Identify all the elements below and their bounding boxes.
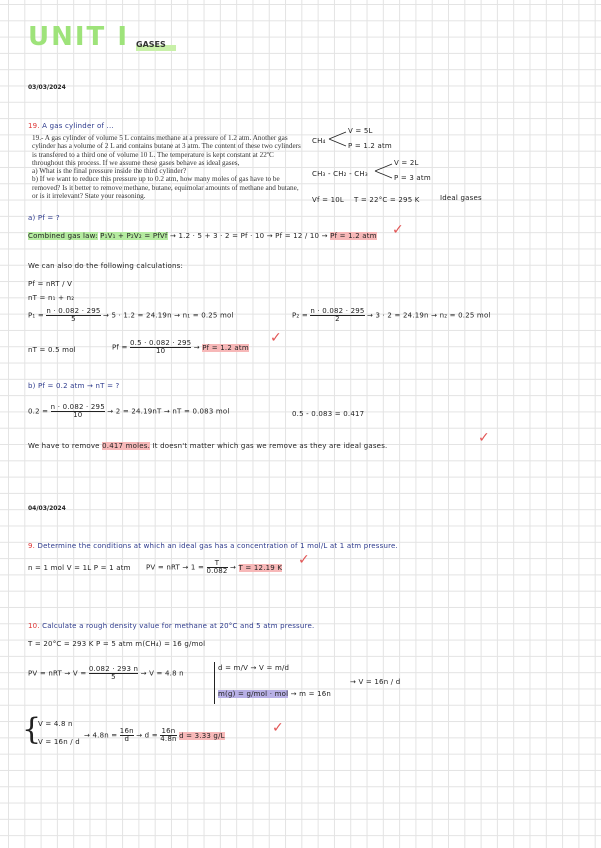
ideal-gases-note: Ideal gases	[440, 194, 482, 202]
combined-equation: P₁V₁ + P₂V₂ = PfVf	[100, 232, 168, 240]
combined-label: Combined gas law:	[28, 232, 98, 240]
sys-fraction-1	[120, 728, 134, 743]
methane-volume: V = 5L	[348, 127, 373, 135]
density-result: d = 3.33 g/L	[179, 731, 225, 740]
density-box-line	[214, 662, 215, 704]
p1-rest: → 5 · 1.2 = 24.19n → n₁ = 0.25 mol	[102, 311, 234, 320]
mass-formula-rest: → m = 16n	[290, 690, 332, 698]
checkmark-icon: ✓	[270, 330, 282, 346]
p9-result: T = 12.19 K	[238, 563, 283, 572]
p2-equation	[292, 308, 491, 323]
branch-arrow-methane	[328, 129, 348, 149]
p9-arrow: →	[229, 563, 237, 572]
p1-fraction	[46, 308, 100, 323]
pf-formula: Pf = nRT / V	[28, 280, 73, 288]
methane-pressure: P = 1.2 atm	[348, 142, 392, 150]
p1-equation	[28, 308, 234, 323]
system-eq-2: V = 16n / d	[38, 738, 80, 746]
combined-gas-law-line	[28, 232, 377, 240]
problem-9-equation	[146, 560, 282, 575]
remove-pre: We have to remove	[28, 442, 100, 450]
problem-10-heading	[28, 622, 314, 630]
p1-numerator: n · 0.082 · 295	[46, 307, 101, 315]
problem-title: Calculate a rough density value for methane at 20°C and 5 atm pressure.	[42, 622, 315, 630]
problem-title: A gas cylinder of ...	[42, 122, 114, 130]
remove-moles-text	[28, 442, 387, 450]
mass-formula-highlight: m(g) = g/mol · mol	[218, 690, 289, 698]
problem-19-statement	[32, 134, 304, 200]
checkmark-icon: ✓	[392, 222, 404, 238]
p1-label: P₁ =	[28, 311, 44, 320]
pf2-denominator: 10	[156, 347, 166, 355]
sys-frac2-denominator: 4.8n	[160, 735, 177, 743]
density-box-line-1: d = m/V → V = m/d	[218, 664, 290, 672]
p2-label: P₂ =	[292, 311, 308, 320]
pv-rest: → V = 4.8 n	[140, 669, 184, 678]
sys-rest-2: → d =	[136, 731, 158, 740]
unit-title: UNIT I	[28, 22, 130, 52]
problem-number: 9.	[28, 542, 36, 550]
eq-rest: → 2 = 24.19nT → nT = 0.083 mol	[107, 407, 230, 416]
eq-left: 0.2 =	[28, 407, 49, 416]
butane-pressure: P = 3 atm	[394, 174, 431, 182]
p2-numerator: n · 0.082 · 295	[310, 307, 365, 315]
pf2-arrow: →	[193, 343, 200, 352]
statement-text: A gas cylinder of volume 5 L contains methane at a pressure of 1.2 atm. Another gas cylinder has a volume of 2 L and contains butane at 3 atm. The content of these two cylinders is transfered to a third one of volume 10 L. The temperature is kept constant at 22ºC throughout this process. If we assume these gases behave as ideal gases,	[32, 134, 301, 167]
problem-9-given: n = 1 mol V = 1L P = 1 atm	[28, 564, 131, 572]
pv-numerator: 0.082 · 293 n	[88, 665, 139, 673]
problem-9-heading	[28, 542, 398, 550]
statement-question-b: b) If we want to reduce this pressure up to 0.2 atm, how many moles of gas have to be removed? Is it better to remove methane, butane, equimolar amounts of methane and butane, or is it irrelevant? State your reasoning.	[32, 175, 299, 201]
pv-eq: PV = nRT → V =	[28, 669, 87, 678]
part-b-equation	[28, 404, 230, 419]
problem-19-heading	[28, 122, 114, 130]
density-box-result: → V = 16n / d	[350, 678, 401, 686]
pf2-fraction	[130, 340, 191, 355]
butane-volume: V = 2L	[394, 159, 419, 167]
eq-fraction	[51, 404, 105, 419]
p2-rest: → 3 · 2 = 24.19n → n₂ = 0.25 mol	[366, 311, 491, 320]
problem-10-given: T = 20°C = 293 K P = 5 atm m(CH₄) = 16 g/mol	[28, 640, 206, 648]
moles-difference: 0.5 - 0.083 = 0.417	[292, 410, 365, 418]
p2-fraction	[310, 308, 364, 323]
p9-numerator: T	[207, 560, 228, 568]
pf2-result: Pf = 1.2 atm	[202, 343, 249, 352]
problem-title: Determine the conditions at which an ideal gas has a concentration of 1 mol/L at 1 atm pressure.	[37, 542, 398, 550]
part-b-label: b) Pf = 0.2 atm → nT = ?	[28, 382, 120, 390]
date-1: 03/03/2024	[28, 84, 66, 91]
sys-frac1-denominator: d	[124, 735, 130, 743]
pf2-label: Pf =	[112, 343, 128, 352]
problem-number: 19.	[28, 122, 40, 130]
nt-formula: nT = n₁ + n₂	[28, 294, 75, 302]
statement-number: 19.-	[32, 134, 44, 142]
system-eq-1: V = 4.8 n	[38, 720, 73, 728]
remove-post: It doesn't matter which gas we remove as they are ideal gases.	[152, 442, 388, 450]
checkmark-icon: ✓	[298, 552, 310, 568]
density-box-line-2	[218, 690, 331, 698]
p9-eq: PV = nRT → 1 =	[146, 563, 205, 572]
problem-number: 10.	[28, 622, 40, 630]
topic-title: GASES	[136, 40, 166, 49]
combined-calc: → 1.2 · 5 + 3 · 2 = Pf · 10 → Pf = 12 / 10 →	[170, 232, 328, 240]
sys-frac1-numerator: 16n	[119, 727, 134, 735]
system-brace: {	[22, 712, 42, 747]
methane-formula: CH₄	[312, 137, 326, 145]
pf-recalc-equation	[112, 340, 249, 355]
system-solution	[84, 728, 225, 743]
final-volume: Vf = 10L	[312, 196, 344, 204]
butane-formula: CH₃ - CH₂ - CH₃	[312, 170, 368, 178]
pf2-numerator: 0.5 · 0.082 · 295	[130, 339, 192, 347]
branch-arrow-butane	[374, 161, 394, 181]
also-calculations-text: We can also do the following calculations:	[28, 262, 184, 270]
pv-fraction	[89, 666, 138, 681]
checkmark-icon: ✓	[272, 720, 284, 736]
statement-question-a: a) What is the final pressure inside the third cylinder?	[32, 167, 187, 176]
sys-fraction-2	[160, 728, 176, 743]
checkmark-icon: ✓	[478, 430, 490, 446]
combined-result: Pf = 1.2 atm	[330, 232, 377, 240]
sys-frac2-numerator: 16n	[161, 727, 176, 735]
part-a-label: a) Pf = ?	[28, 214, 60, 222]
problem-10-pv-equation	[28, 666, 184, 681]
p9-denominator: 0.082	[206, 567, 228, 575]
date-2: 04/03/2024	[28, 505, 66, 512]
eq-denominator: 10	[73, 411, 83, 419]
pv-denominator: 5	[111, 673, 116, 681]
p9-fraction	[207, 560, 228, 575]
remove-highlight: 0.417 moles.	[102, 442, 151, 450]
temperature: T = 22°C = 295 K	[354, 196, 420, 204]
eq-numerator: n · 0.082 · 295	[50, 403, 105, 411]
nt-value: nT = 0.5 mol	[28, 346, 76, 354]
p1-denominator: 5	[71, 315, 76, 323]
p2-denominator: 2	[335, 315, 340, 323]
sys-rest-1: → 4.8n =	[84, 731, 118, 740]
